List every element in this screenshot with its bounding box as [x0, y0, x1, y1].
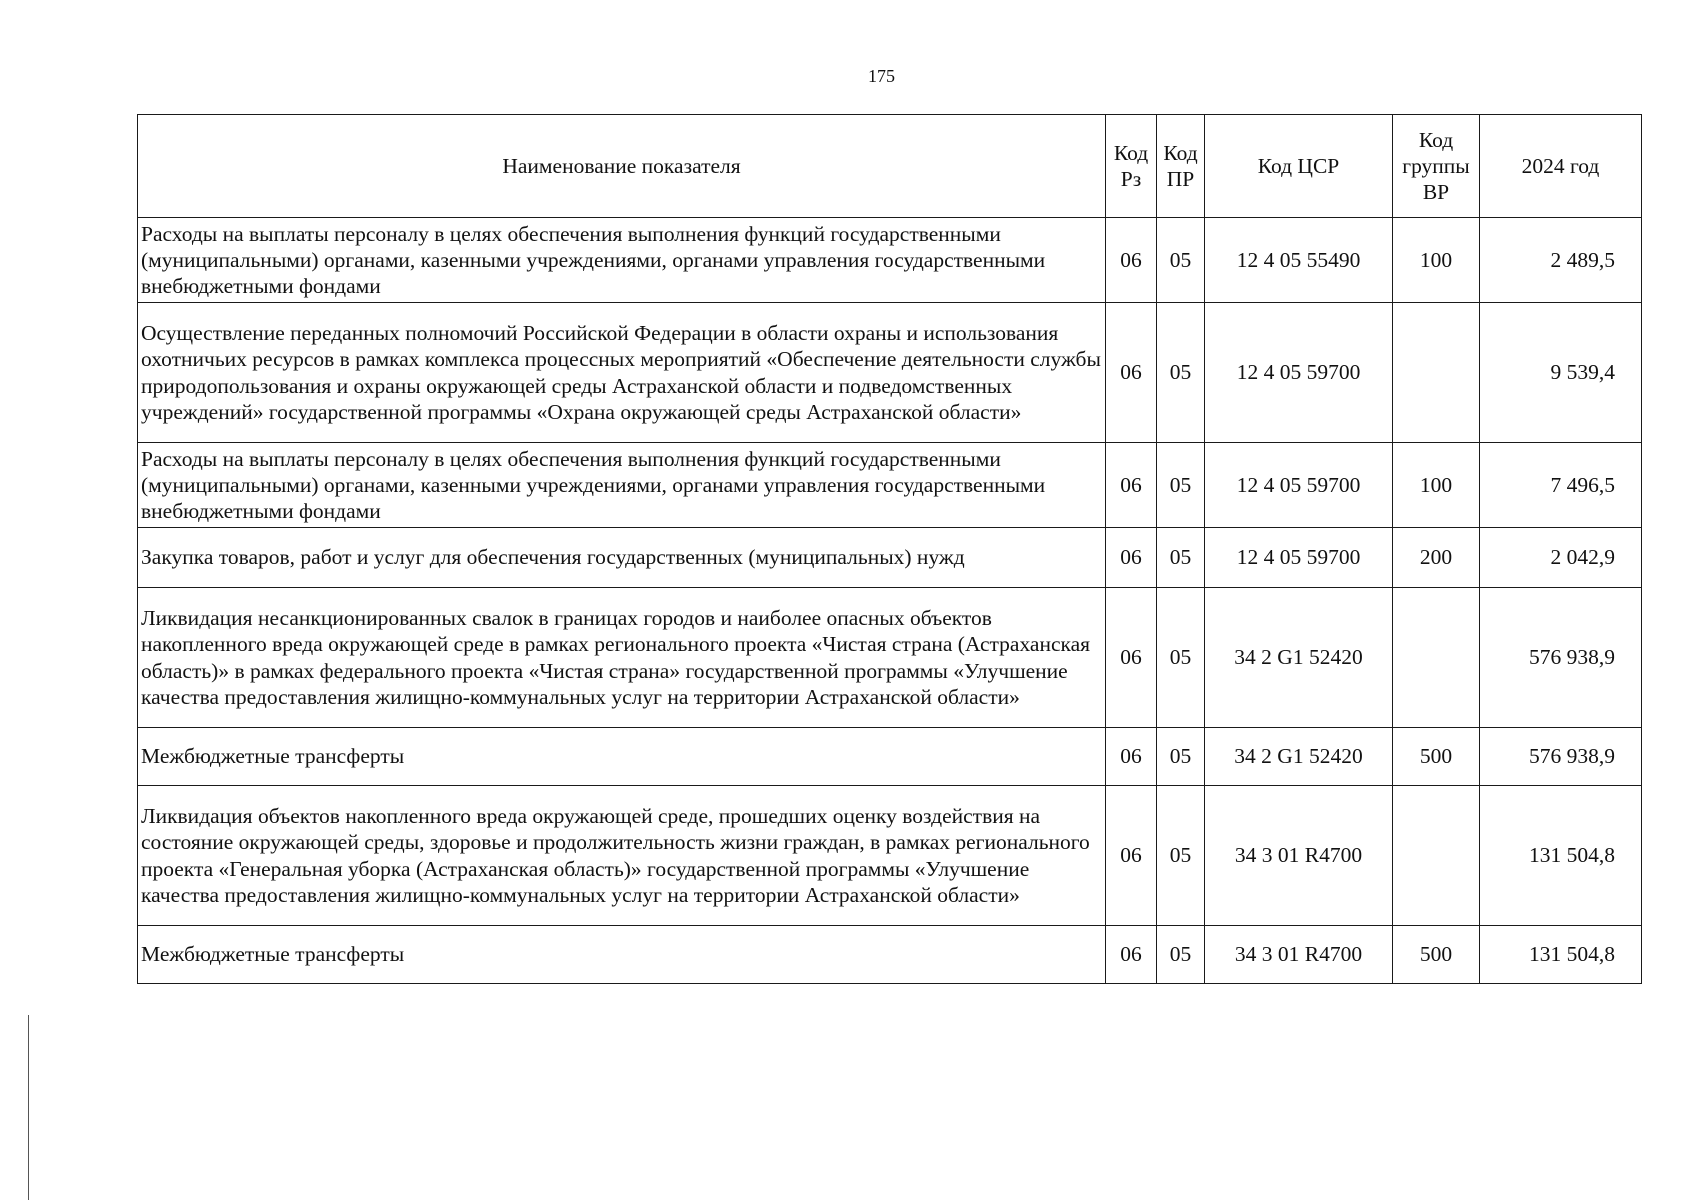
row-csr: 34 3 01 R4700: [1205, 926, 1393, 984]
row-vr: [1393, 303, 1480, 443]
row-pr: 05: [1157, 786, 1205, 926]
table-row: [138, 728, 1642, 786]
row-vr: 500: [1393, 728, 1480, 786]
row-sum: 131 504,8: [1480, 786, 1642, 926]
row-pr: 05: [1157, 588, 1205, 728]
row-name: Закупка товаров, работ и услуг для обеспечения государственных (муниципальных) нужд: [138, 528, 1106, 588]
row-sum: 2 042,9: [1480, 528, 1642, 588]
row-pr: 05: [1157, 926, 1205, 984]
row-rz: 06: [1106, 443, 1157, 528]
row-vr: 200: [1393, 528, 1480, 588]
row-sum: 2 489,5: [1480, 218, 1642, 303]
header-name: Наименование показателя: [138, 115, 1106, 218]
row-rz: 06: [1106, 218, 1157, 303]
header-year: 2024 год: [1480, 115, 1642, 218]
header-rz: Код Рз: [1106, 115, 1157, 218]
row-vr: 100: [1393, 218, 1480, 303]
row-csr: 34 3 01 R4700: [1205, 786, 1393, 926]
row-name: Ликвидация несанкционированных свалок в границах городов и наиболее опасных объектов накопленного вреда окружающей среде в рамках регионального проекта «Чистая страна (Астраханская область)» в рамках федерального проекта «Чистая страна» государственной программы «Улучшение качества предоставления жилищно-коммунальных услуг на территории Астраханской области»: [138, 588, 1106, 728]
row-csr: 12 4 05 55490: [1205, 218, 1393, 303]
row-sum: 7 496,5: [1480, 443, 1642, 528]
row-name: Межбюджетные трансферты: [138, 728, 1106, 786]
row-rz: 06: [1106, 303, 1157, 443]
row-rz: 06: [1106, 528, 1157, 588]
table-row: [138, 786, 1642, 926]
budget-table: [137, 114, 1642, 984]
row-pr: 05: [1157, 443, 1205, 528]
row-csr: 12 4 05 59700: [1205, 303, 1393, 443]
table-row: [138, 218, 1642, 303]
row-name: Расходы на выплаты персоналу в целях обеспечения выполнения функций государственными (муниципальными) органами, казенными учреждениями, органами управления государственными внебюджетными фондами: [138, 218, 1106, 303]
row-sum: 576 938,9: [1480, 588, 1642, 728]
row-pr: 05: [1157, 728, 1205, 786]
row-sum: 131 504,8: [1480, 926, 1642, 984]
table-row: [138, 443, 1642, 528]
row-csr: 12 4 05 59700: [1205, 443, 1393, 528]
row-sum: 9 539,4: [1480, 303, 1642, 443]
row-name: Межбюджетные трансферты: [138, 926, 1106, 984]
row-rz: 06: [1106, 786, 1157, 926]
table-row: [138, 588, 1642, 728]
row-vr: [1393, 786, 1480, 926]
row-name: Ликвидация объектов накопленного вреда окружающей среде, прошедших оценку воздействия на состояние окружающей среды, здоровье и продолжительность жизни граждан, в рамках регионального проекта «Генеральная уборка (Астраханская область)» государственной программы «Улучшение качества предоставления жилищно-коммунальных услуг на территории Астраханской области»: [138, 786, 1106, 926]
row-rz: 06: [1106, 588, 1157, 728]
table-row: [138, 926, 1642, 984]
row-pr: 05: [1157, 218, 1205, 303]
row-csr: 12 4 05 59700: [1205, 528, 1393, 588]
row-sum: 576 938,9: [1480, 728, 1642, 786]
row-rz: 06: [1106, 926, 1157, 984]
row-pr: 05: [1157, 303, 1205, 443]
row-name: Расходы на выплаты персоналу в целях обеспечения выполнения функций государственными (муниципальными) органами, казенными учреждениями, органами управления государственными внебюджетными фондами: [138, 443, 1106, 528]
table-row: [138, 303, 1642, 443]
scan-edge-line: [28, 1015, 29, 1200]
row-vr: 500: [1393, 926, 1480, 984]
table-header-row: [138, 115, 1642, 218]
row-csr: 34 2 G1 52420: [1205, 728, 1393, 786]
table-row: [138, 528, 1642, 588]
header-vr: Код группы ВР: [1393, 115, 1480, 218]
header-csr: Код ЦСР: [1205, 115, 1393, 218]
row-vr: 100: [1393, 443, 1480, 528]
row-vr: [1393, 588, 1480, 728]
row-name: Осуществление переданных полномочий Российской Федерации в области охраны и использования охотничьих ресурсов в рамках комплекса процессных мероприятий «Обеспечение деятельности службы природопользования и охраны окружающей среды Астраханской области и подведомственных учреждений» государственной программы «Охрана окружающей среды Астраханской области»: [138, 303, 1106, 443]
header-pr: Код ПР: [1157, 115, 1205, 218]
row-csr: 34 2 G1 52420: [1205, 588, 1393, 728]
page-number: 175: [868, 66, 895, 86]
row-rz: 06: [1106, 728, 1157, 786]
row-pr: 05: [1157, 528, 1205, 588]
